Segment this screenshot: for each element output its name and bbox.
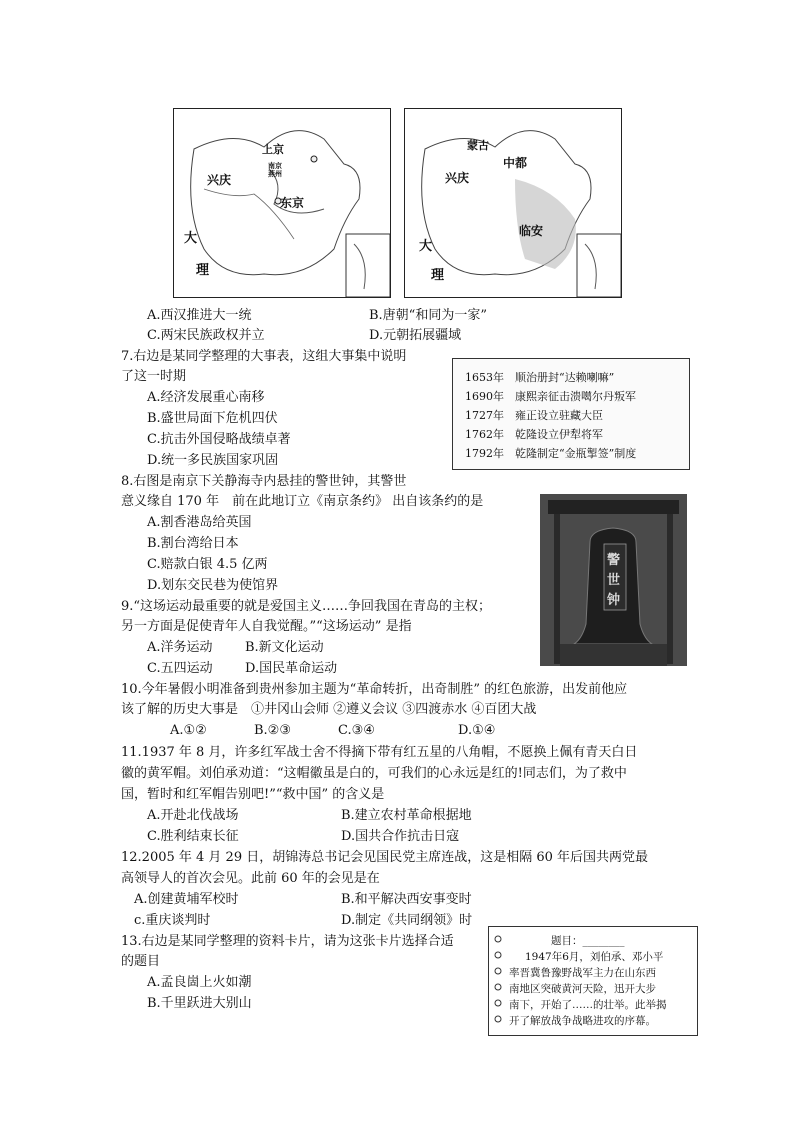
map-left-label-dongjing: 东京 bbox=[280, 196, 305, 210]
q11-option-d[interactable]: D.国共合作抗击日寇 bbox=[341, 829, 460, 844]
map-right-label-li: 理 bbox=[431, 268, 445, 283]
q12-option-b[interactable]: B.和平解决西安事变时 bbox=[341, 892, 472, 907]
q10-option-d[interactable]: D.①④ bbox=[458, 723, 496, 738]
q9-stem-line1: 9.“这场运动最重要的就是爱国主义……争回我国在青岛的主权； bbox=[121, 599, 492, 614]
q7-event-row: 1727年 雍正设立驻藏大臣 bbox=[465, 409, 603, 422]
q8-option-d[interactable]: D.划东交民巷为使馆界 bbox=[147, 578, 279, 593]
card-line: 开了解放战争战略进攻的序幕。 bbox=[509, 1015, 656, 1027]
map-right-label-zhongdu: 中都 bbox=[503, 156, 528, 170]
q7-option-b[interactable]: B.盛世局面下危机四伏 bbox=[147, 411, 278, 426]
q12-option-c[interactable]: c.重庆谈判时 bbox=[134, 913, 211, 928]
q7-option-d[interactable]: D.统一多民族国家巩固 bbox=[147, 453, 279, 468]
q13-stem-line1: 13.右边是某同学整理的资料卡片，请为这张卡片选择合适 bbox=[121, 934, 454, 949]
map-right-label-linan: 临安 bbox=[519, 224, 544, 238]
q6-option-b[interactable]: B.唐朝“和同为一家” bbox=[369, 308, 487, 323]
q11-stem-line1: 11.1937 年 8 月，许多红军战士舍不得摘下带有红五星的八角帽，不愿换上佩有青天白日 bbox=[121, 745, 638, 760]
map-left-label-da: 大 bbox=[184, 231, 198, 246]
q11-stem-line2: 徽的黄军帽。刘伯承劝道：“这帽徽虽是白的，可我们的心永远是红的!同志们，为了救中 bbox=[121, 766, 627, 781]
q7-option-c[interactable]: C.抗击外国侵略战绩卓著 bbox=[147, 432, 291, 447]
q10-option-c[interactable]: C.③④ bbox=[338, 723, 375, 738]
map-left-label-yanzhou: 燕州 bbox=[268, 170, 282, 178]
q7-events-scroll bbox=[452, 358, 690, 470]
q7-stem-line2: 了这一时期 bbox=[121, 369, 187, 384]
bell-char-1: 警 bbox=[607, 553, 621, 568]
q10-option-a[interactable]: A.①② bbox=[170, 723, 207, 738]
q9-option-c[interactable]: C.五四运动 bbox=[147, 661, 213, 676]
card-line: 南地区突破黄河天险，迅开大步 bbox=[509, 983, 656, 995]
q11-option-c[interactable]: C.胜利结束长征 bbox=[147, 829, 239, 844]
q7-event-row: 1690年 康熙亲征击溃噶尔丹叛军 bbox=[465, 390, 636, 403]
q11-option-a[interactable]: A.开赴北伐战场 bbox=[147, 808, 239, 823]
q9-option-a[interactable]: A.洋务运动 bbox=[147, 640, 213, 655]
map-left bbox=[173, 108, 391, 298]
q11-stem-line3: 国，暂时和红军帽告别吧!”“救中国” 的含义是 bbox=[121, 787, 385, 802]
q6-option-a[interactable]: A.西汉推进大一统 bbox=[147, 308, 252, 323]
map-right-label-menggu: 蒙古 bbox=[467, 139, 489, 152]
q12-option-d[interactable]: D.制定《共同纲领》时 bbox=[341, 913, 473, 928]
q9-option-d[interactable]: D.国民革命运动 bbox=[245, 661, 338, 676]
card-line: 南下，开始了……的壮举。此举揭 bbox=[509, 999, 667, 1011]
q10-stem-line1: 10.今年暑假小明准备到贵州参加主题为“革命转折，出奇制胜” 的红色旅游，出发前他应 bbox=[121, 682, 628, 697]
q12-stem-line1: 12.2005 年 4 月 29 日，胡锦涛总书记会见国民党主席连战，这是相隔 60 年后国共两党最 bbox=[121, 850, 649, 865]
q13-option-a[interactable]: A.孟良崮上火如潮 bbox=[147, 975, 252, 990]
q11-option-b[interactable]: B.建立农村革命根据地 bbox=[341, 808, 472, 823]
card-line: 率晋冀鲁豫野战军主力在山东西 bbox=[509, 967, 656, 979]
map-right-label-da: 大 bbox=[419, 239, 433, 254]
bell-char-2: 世 bbox=[607, 573, 621, 588]
q7-event-row: 1653年 顺治册封“达赖喇嘛” bbox=[465, 371, 615, 384]
q9-stem-line2: 另一方面是促使青年人自我觉醒。”“这场运动” 是指 bbox=[121, 619, 412, 634]
map-left-label-nanjing: 南京 bbox=[268, 162, 282, 170]
q9-option-b[interactable]: B.新文化运动 bbox=[245, 640, 324, 655]
bell-photo bbox=[540, 494, 687, 666]
q10-stem-line2: 该了解的历史大事是 ①井冈山会师 ②遵义会议 ③四渡赤水 ④百团大战 bbox=[121, 702, 537, 717]
bell-char-3: 钟 bbox=[607, 593, 621, 608]
map-left-label-li: 理 bbox=[196, 263, 210, 278]
q8-stem-line1: 8.右图是南京下关静海寺内悬挂的警世钟，其警世 bbox=[121, 474, 407, 489]
map-right bbox=[404, 108, 622, 298]
map-right-label-xingqing: 兴庆 bbox=[445, 171, 470, 185]
q8-stem-line2: 意义缘自 170 年 前在此地订立《南京条约》 出自该条约的是 bbox=[121, 494, 484, 509]
q7-option-a[interactable]: A.经济发展重心南移 bbox=[147, 390, 265, 405]
q13-option-b[interactable]: B.千里跃进大别山 bbox=[147, 996, 252, 1011]
q8-option-a[interactable]: A.割香港岛给英国 bbox=[147, 515, 252, 530]
q7-event-row: 1762年 乾隆设立伊犁将军 bbox=[465, 428, 603, 441]
q12-option-a[interactable]: A.创建黄埔军校时 bbox=[134, 892, 239, 907]
q8-option-c[interactable]: C.赔款白银 4.5 亿两 bbox=[147, 557, 268, 572]
map-left-label-xingqing: 兴庆 bbox=[207, 173, 232, 187]
card-line: 1947年6月，刘伯承、邓小平 bbox=[525, 951, 664, 963]
q10-option-b[interactable]: B.②③ bbox=[254, 723, 291, 738]
q7-event-row: 1792年 乾隆制定“金瓶掣签”制度 bbox=[465, 447, 637, 460]
q6-option-c[interactable]: C.两宋民族政权并立 bbox=[147, 328, 265, 343]
q8-option-b[interactable]: B.割台湾给日本 bbox=[147, 536, 239, 551]
q7-stem-line1: 7.右边是某同学整理的大事表，这组大事集中说明 bbox=[121, 349, 407, 364]
q6-option-d[interactable]: D.元朝拓展疆域 bbox=[369, 328, 462, 343]
map-left-label-shangjing: 上京 bbox=[262, 143, 284, 156]
q13-stem-line2: 的题目 bbox=[121, 954, 161, 969]
q12-stem-line2: 高领导人的首次会见。此前 60 年的会见是在 bbox=[121, 871, 380, 886]
card-title: 题目：________ bbox=[551, 935, 625, 947]
q13-material-card bbox=[488, 926, 698, 1036]
